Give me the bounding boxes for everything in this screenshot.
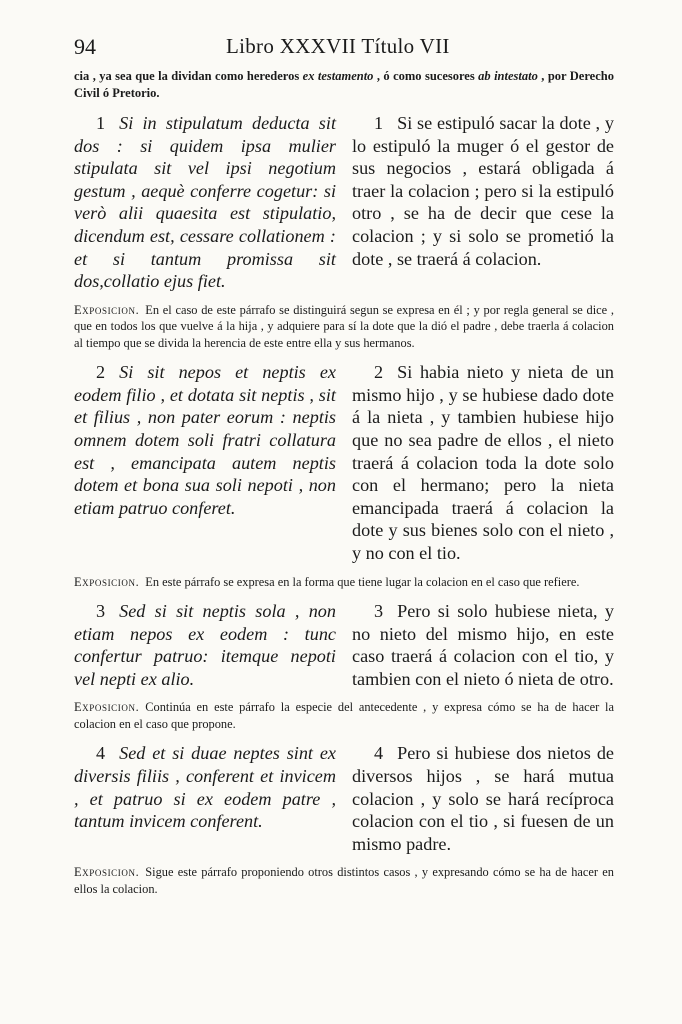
spanish-text: Si se estipuló sacar la dote , y lo estipuló la muger ó el gestor de sus negocios , estará obligada á traer la colacion ; pero si la estipuló otro , se ha de decir que cese la colacion ; y si solo se prometió la dote , se traerá á colacion. (352, 113, 614, 269)
intro-italic-term: ab intestato (478, 69, 538, 83)
latin-column (74, 742, 336, 855)
section-number: 3 (96, 601, 106, 622)
exposicion-text: Continúa en este párrafo la especie del antecedente , y expresa cómo se ha de hacer la colacion en el caso que propone. (74, 700, 614, 731)
intro-text: cia , ya sea que la dividan como herederos (74, 69, 303, 83)
exposicion-2 (74, 574, 614, 591)
section-number: 4 (96, 743, 106, 764)
section-number: 1 (96, 113, 106, 133)
exposicion-label: Exposicion. (74, 700, 140, 715)
latin-text: Sed et si duae neptes sint ex diversis filiis , conferent et invicem , et patruo si ex eodem patre , tantum invicem conferent. (74, 743, 336, 832)
latin-text: Si sit nepos et neptis ex eodem filio , et dotata sit neptis , sit et filius , non pater eorum : neptis omnem dotem soli fratri collatura est , emancipata autem neptis dotem et bona sua soli nepoti , non etiam patruo conferet. (74, 362, 336, 518)
exposicion-text: En este párrafo se expresa en la forma que tiene lugar la colacion en el caso que refiere. (145, 574, 580, 589)
section-number: 2 (374, 362, 384, 383)
section-1 (74, 112, 614, 293)
section-number: 1 (374, 113, 384, 133)
spanish-column (352, 361, 614, 564)
spanish-text: Pero si solo hubiese nieta, y no nieto del mismo hijo, en este caso traerá á colacion con el tio, y tambien con el nieto ó nieta de otro. (352, 601, 614, 689)
latin-text: Si in stipulatum deducta sit dos : si quidem ipsa mulier stipulata sit vel ipsi negotium gestum , aequè conferre cogetur: si verò alii quaesita est stipulatio, dicendum est, cessare collationem : et si tantum promissa sit dos,collatio ejus fiet. (74, 113, 336, 292)
exposicion-label: Exposicion. (74, 865, 140, 880)
exposicion-1 (74, 302, 614, 352)
latin-column (74, 112, 336, 293)
intro-text: , por Derecho Civil ó Pretorio. (74, 69, 614, 100)
section-4 (74, 742, 614, 855)
intro-italic-term: ex testamento (302, 69, 374, 83)
intro-text: , ó como sucesores (373, 69, 479, 83)
section-2 (74, 361, 614, 564)
intro-paragraph (74, 68, 614, 102)
exposicion-text: En el caso de este párrafo se distinguirá segun se expresa en él ; y por regla general se dice , que en todos los que vuelve á la hija , y adquiere para sí la dote que la dió el padre , debe traerla á colacion al tiempo que se divida la herencia de este entre ella y sus hermanos. (74, 302, 614, 350)
book-page (74, 34, 614, 897)
exposicion-4 (74, 864, 614, 897)
section-number: 4 (374, 743, 384, 764)
section-number: 2 (96, 362, 106, 383)
page-number: 94 (74, 34, 96, 59)
spanish-column (352, 600, 614, 690)
running-title: Libro XXXVII Título VII (226, 34, 450, 58)
latin-column (74, 600, 336, 690)
exposicion-3 (74, 699, 614, 732)
spanish-text: Pero si hubiese dos nietos de diversos hijos , se hará mutua colacion , y solo se hará recíproca colacion con el tio , si fuesen de un mismo padre. (352, 743, 614, 854)
latin-text: Sed si sit neptis sola , non etiam nepos ex eodem : tunc confertur patruo: itemque nepoti vel nepti ex alio. (74, 601, 336, 689)
latin-column (74, 361, 336, 564)
spanish-text: Si habia nieto y nieta de un mismo hijo , y se hubiese dado dote á la nieta , y tambien hubiese hijo que no sea padre de ellos , el nieto traerá á colacion toda la dote solo con el hermano; pero la nieta emancipada traerá á colacion la dote y sus bienes solo con el nieto , y no con el tio. (352, 362, 614, 563)
page-header (74, 34, 614, 68)
spanish-column (352, 742, 614, 855)
section-number: 3 (374, 601, 384, 622)
section-3 (74, 600, 614, 690)
exposicion-label: Exposicion. (74, 574, 140, 589)
spanish-column (352, 112, 614, 293)
exposicion-text: Sigue este párrafo proponiendo otros distintos casos , y expresando cómo se ha de hacer en ellos la colacion. (74, 865, 614, 896)
exposicion-label: Exposicion. (74, 302, 140, 317)
